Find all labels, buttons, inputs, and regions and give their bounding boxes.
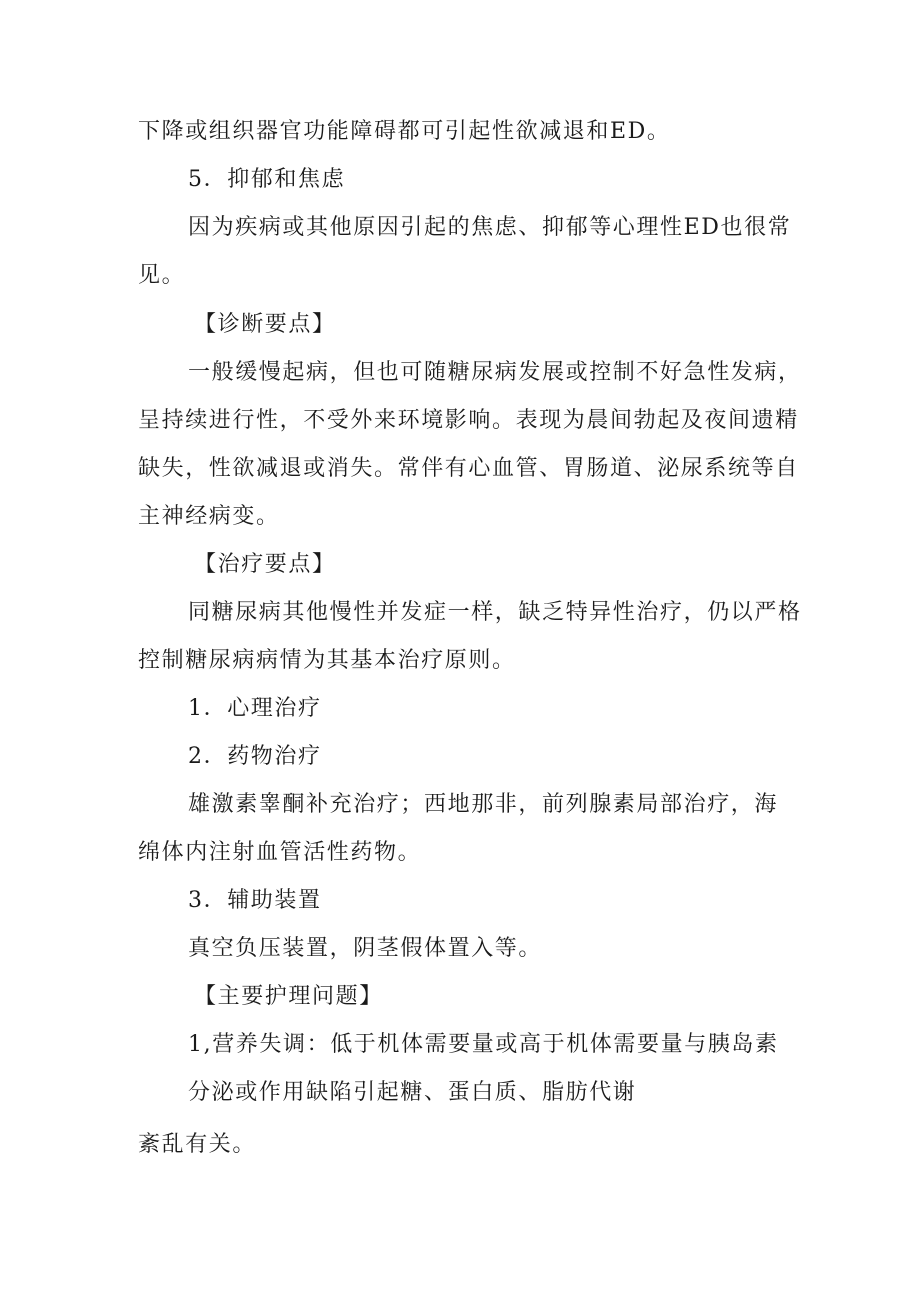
paragraph-line: 真空负压装置，阴茎假体置入等。 [188, 936, 543, 961]
paragraph-line: 同糖尿病其他慢性并发症一样，缺乏特异性治疗，仍以严格 [188, 600, 802, 625]
section-heading: 2．药物治疗 [188, 744, 322, 769]
paragraph-line: 绵体内注射血管活性药物。 [138, 840, 422, 865]
paragraph-line: 雄激素睾酮补充治疗；西地那非，前列腺素局部治疗，海 [188, 792, 779, 817]
section-heading: 【治疗要点】 [194, 552, 336, 577]
paragraph-line: 下降或组织器官功能障碍都可引起性欲减退和ED。 [138, 119, 671, 144]
section-heading: 5．抑郁和焦虑 [188, 167, 346, 192]
section-heading: 3．辅助装置 [188, 888, 322, 913]
paragraph-line: 呈持续进行性，不受外来环境影响。表现为晨间勃起及夜间遗精 [138, 408, 799, 433]
section-heading: 1．心理治疗 [188, 696, 322, 721]
paragraph-line: 主神经病变。 [138, 504, 280, 529]
paragraph-line: 紊乱有关。 [138, 1132, 257, 1157]
paragraph-line: 1,营养失调：低于机体需要量或高于机体需要量与胰岛素 [188, 1032, 779, 1057]
paragraph-line: 缺失，性欲减退或消失。常伴有心血管、胃肠道、泌尿系统等自 [138, 456, 799, 481]
paragraph-line: 分泌或作用缺陷引起糖、蛋白质、脂肪代谢 [188, 1080, 637, 1105]
paragraph-line: 见。 [138, 263, 186, 288]
section-heading: 【主要护理问题】 [194, 984, 383, 1009]
paragraph-line: 控制糖尿病病情为其基本治疗原则。 [138, 648, 516, 673]
section-heading: 【诊断要点】 [194, 312, 336, 337]
paragraph-line: 因为疾病或其他原因引起的焦虑、抑郁等心理性ED也很常 [188, 215, 792, 240]
paragraph-line: 一般缓慢起病，但也可随糖尿病发展或控制不好急性发病， [188, 360, 802, 385]
